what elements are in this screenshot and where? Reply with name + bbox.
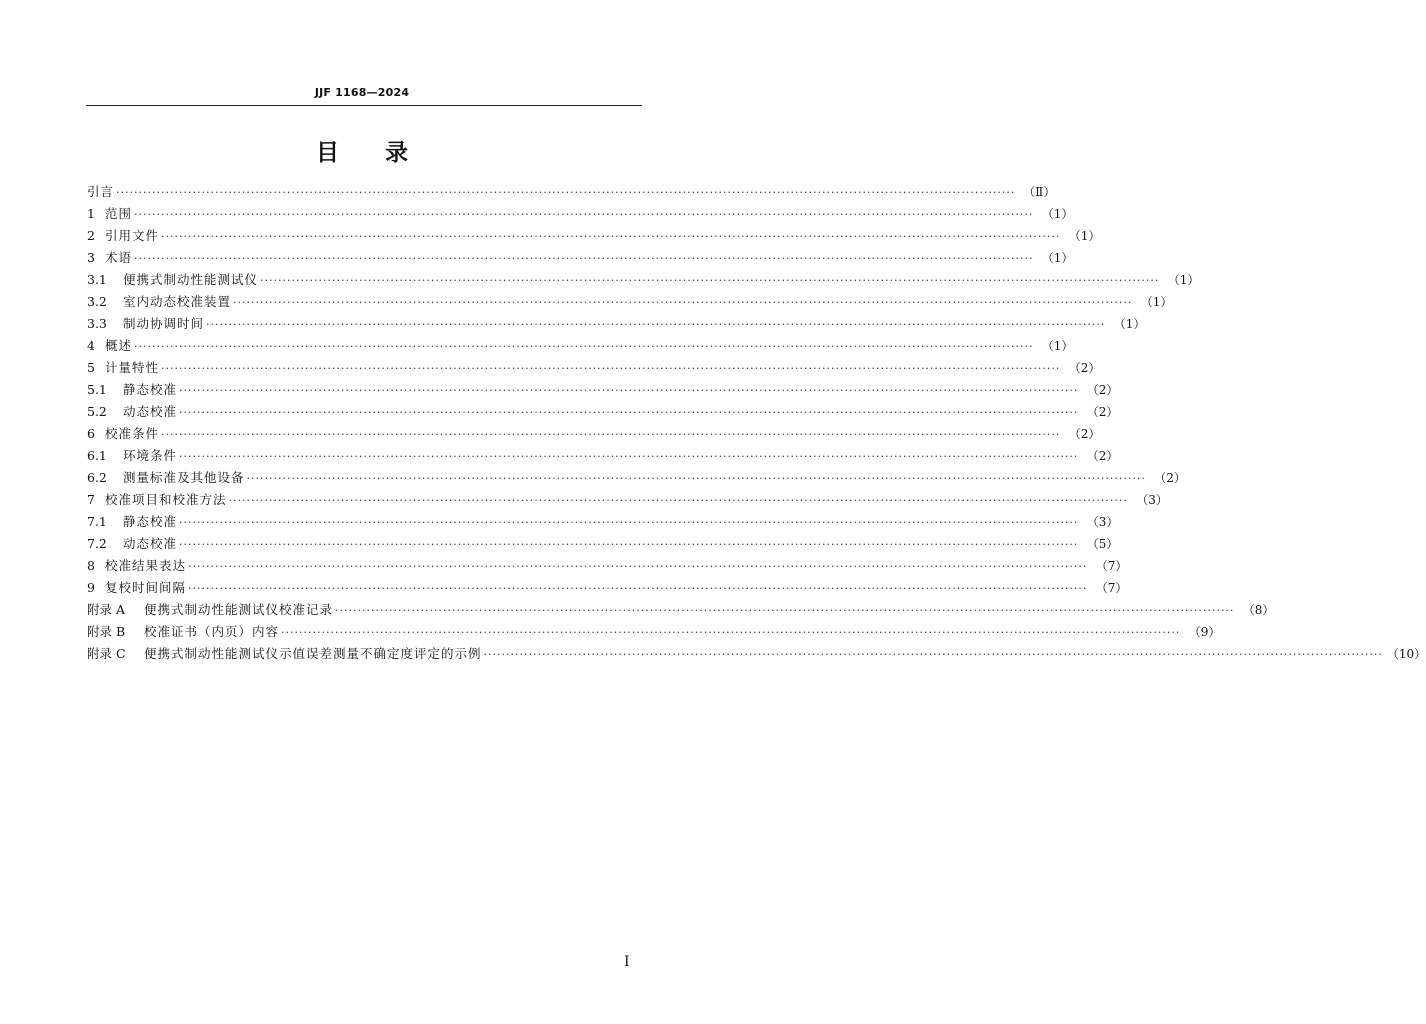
toc-entry[interactable] <box>87 600 1275 622</box>
toc-entry[interactable] <box>87 622 1221 644</box>
toc-entry-number: 9 <box>87 580 95 595</box>
toc-entry-page: （3） <box>1136 493 1168 507</box>
toc-entry-label: 室内动态校准装置 <box>123 294 232 309</box>
toc-entry-page: （2） <box>1086 405 1119 419</box>
toc-entry[interactable] <box>87 226 1101 248</box>
toc-entry-number: 3.3 <box>87 316 107 331</box>
toc-entry[interactable] <box>87 182 1056 204</box>
toc-dot-leader: ········································································································································································································ <box>134 208 1034 221</box>
toc-dot-leader: ········································································································································································································ <box>179 384 1079 397</box>
toc-dot-leader: ········································································································································································································ <box>188 582 1088 595</box>
toc-entry-number: 7 <box>87 492 95 507</box>
toc-entry-number: 1 <box>87 206 95 221</box>
toc-entry-page: （2） <box>1068 361 1101 375</box>
toc-entry-page: （7） <box>1095 559 1128 573</box>
toc-entry-page: （2） <box>1086 449 1119 463</box>
toc-entry[interactable] <box>87 578 1128 600</box>
toc-entry[interactable] <box>87 424 1101 446</box>
toc-dot-leader: ········································································································································································································ <box>281 626 1181 639</box>
toc-entry-label: 范围 <box>105 206 133 221</box>
toc-entry-page: （2） <box>1068 427 1101 441</box>
toc-dot-leader: ········································································································································································································ <box>206 318 1106 331</box>
toc-entry-number: 6 <box>87 426 95 441</box>
toc-entry-label: 校准结果表达 <box>105 558 187 573</box>
toc-entry-label: 动态校准 <box>123 536 178 551</box>
toc-entry[interactable] <box>87 644 1426 666</box>
toc-entry-page: （5） <box>1086 537 1119 551</box>
toc-entry[interactable] <box>87 468 1186 490</box>
toc-entry-label: 校准项目和校准方法 <box>105 492 227 507</box>
toc-entry-page: （2） <box>1154 471 1186 485</box>
toc-entry[interactable] <box>87 446 1119 468</box>
toc-dot-leader: ········································································································································································································ <box>228 494 1128 507</box>
toc-dot-leader: ········································································································································································································ <box>179 538 1079 551</box>
toc-dot-leader: ········································································································································································································ <box>246 472 1146 485</box>
toc-entry-number: 7.1 <box>87 514 107 529</box>
toc-entry-number: 7.2 <box>87 536 107 551</box>
toc-entry-label: 校准证书（内页）内容 <box>144 624 280 639</box>
header-rule <box>86 105 642 106</box>
toc-entry-number: 附录 B <box>87 624 126 639</box>
toc-entry-number: 8 <box>87 558 95 573</box>
toc-entry[interactable] <box>87 556 1128 578</box>
toc-entry[interactable] <box>87 358 1101 380</box>
toc-entry[interactable] <box>87 204 1074 226</box>
page-title: 目录 <box>316 140 454 166</box>
toc-entry-page: （1） <box>1068 229 1101 243</box>
toc-entry-label: 便携式制动性能测试仪校准记录 <box>144 602 334 617</box>
toc-entry-number: 5.2 <box>87 404 107 419</box>
toc-entry-number: 3.2 <box>87 294 107 309</box>
toc-entry-label: 计量特性 <box>105 360 160 375</box>
toc-entry-number: 5.1 <box>87 382 107 397</box>
toc-entry-label: 引言 <box>87 184 115 199</box>
toc-dot-leader: ········································································································································································································ <box>179 516 1079 529</box>
toc-entry[interactable] <box>87 292 1173 314</box>
toc-dot-leader: ········································································································································································································ <box>134 252 1034 265</box>
toc-entry-number: 2 <box>87 228 95 243</box>
toc-entry[interactable] <box>87 402 1119 424</box>
toc-dot-leader: ········································································································································································································ <box>161 428 1061 441</box>
toc-entry[interactable] <box>87 490 1168 512</box>
toc-entry-label: 制动协调时间 <box>123 316 205 331</box>
toc-entry-page: （9） <box>1188 625 1221 639</box>
toc-entry-number: 附录 C <box>87 646 126 661</box>
toc-entry-page: （2） <box>1086 383 1119 397</box>
toc-entry[interactable] <box>87 336 1074 358</box>
toc-entry-label: 便携式制动性能测试仪 <box>123 272 259 287</box>
toc-entry-page: （1） <box>1041 251 1074 265</box>
toc-dot-leader: ········································································································································································································ <box>134 340 1034 353</box>
toc-entry-number: 5 <box>87 360 95 375</box>
toc-entry[interactable] <box>87 534 1119 556</box>
toc-entry[interactable] <box>87 380 1119 402</box>
toc-entry[interactable] <box>87 314 1146 336</box>
toc-entry[interactable] <box>87 270 1200 292</box>
toc-dot-leader: ········································································································································································································ <box>116 186 1016 199</box>
toc-entry-page: （1） <box>1041 207 1074 221</box>
toc-dot-leader: ········································································································································································································ <box>179 450 1079 463</box>
page-number: I <box>624 954 630 970</box>
toc-entry-number: 3 <box>87 250 95 265</box>
toc-entry-page: （1） <box>1113 317 1146 331</box>
toc-dot-leader: ········································································································································································································ <box>233 296 1133 309</box>
toc-entry-label: 静态校准 <box>123 382 178 397</box>
toc-entry-label: 便携式制动性能测试仪示值误差测量不确定度评定的示例 <box>144 646 482 661</box>
toc-dot-leader: ········································································································································································································ <box>161 362 1061 375</box>
toc-dot-leader: ········································································································································································································ <box>260 274 1160 287</box>
toc-entry-label: 动态校准 <box>123 404 178 419</box>
toc-entry-number: 附录 A <box>87 602 126 617</box>
toc-entry-label: 校准条件 <box>105 426 160 441</box>
toc-entry-label: 术语 <box>105 250 133 265</box>
toc-entry-page: （3） <box>1086 515 1119 529</box>
toc-dot-leader: ········································································································································································································ <box>179 406 1079 419</box>
toc-entry-label: 复校时间间隔 <box>105 580 187 595</box>
document-code-header: JJF 1168—2024 <box>314 86 410 99</box>
toc-entry-label: 测量标准及其他设备 <box>123 470 245 485</box>
toc-entry-page: （1） <box>1167 273 1200 287</box>
toc-entry[interactable] <box>87 512 1119 534</box>
toc-dot-leader: ········································································································································································································ <box>335 604 1235 617</box>
toc-entry-page: （10） <box>1386 647 1426 661</box>
toc-entry-number: 6.2 <box>87 470 107 485</box>
toc-entry[interactable] <box>87 248 1074 270</box>
toc-entry-label: 概述 <box>105 338 133 353</box>
toc-entry-number: 6.1 <box>87 448 107 463</box>
table-of-contents <box>87 182 1426 666</box>
toc-entry-label: 引用文件 <box>105 228 160 243</box>
toc-entry-page: （7） <box>1095 581 1128 595</box>
toc-entry-page: （1） <box>1041 339 1074 353</box>
toc-dot-leader: ········································································································································································································ <box>161 230 1061 243</box>
toc-dot-leader: ········································································································································································································ <box>188 560 1088 573</box>
toc-entry-page: （Ⅱ） <box>1023 185 1056 199</box>
toc-entry-number: 4 <box>87 338 95 353</box>
toc-entry-page: （8） <box>1242 603 1275 617</box>
toc-entry-number: 3.1 <box>87 272 107 287</box>
toc-entry-page: （1） <box>1140 295 1173 309</box>
toc-entry-label: 环境条件 <box>123 448 178 463</box>
toc-dot-leader: ········································································································································································································ <box>483 648 1383 661</box>
toc-entry-label: 静态校准 <box>123 514 178 529</box>
